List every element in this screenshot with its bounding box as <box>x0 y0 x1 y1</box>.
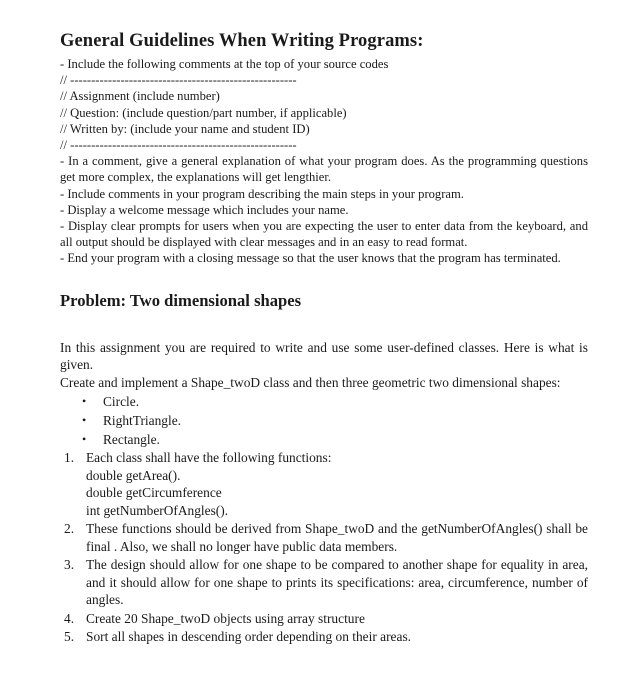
code-get-number-of-angles: int getNumberOfAngles(). <box>86 502 229 518</box>
comment-divider-bottom: // ------------------------------------------------------ <box>60 138 297 153</box>
requirement-text: These functions should be derived from Shape_twoD and the getNumberOfAngles() shall be final . Also, we shall no longer have public data members. <box>86 521 588 554</box>
comment-question: // Question: (include question/part number, if applicable) <box>60 105 347 120</box>
requirement-number: 5. <box>64 629 75 645</box>
problem-create-text: Create and implement a Shape_twoD class and then three geometric two dimensional shapes: <box>60 374 561 390</box>
requirement-number: 2. <box>64 521 75 537</box>
shape-label: Rectangle. <box>103 432 160 448</box>
requirement-2 <box>60 520 588 555</box>
shape-label: RightTriangle. <box>103 413 181 429</box>
shape-list <box>60 392 588 449</box>
requirement-number: 3. <box>64 557 75 573</box>
guideline-welcome: - Display a welcome message which includes your name. <box>60 202 349 217</box>
requirements-list <box>60 449 588 646</box>
requirement-text: The design should allow for one shape to be compared to another shape for equality in area, and it should allow for one shape to prints its specifications: area, circumference, number of angles. <box>86 557 588 608</box>
requirement-3 <box>60 556 588 609</box>
requirement-number: 4. <box>64 610 75 626</box>
shape-item-right-triangle <box>82 411 588 430</box>
bullet-icon: • <box>82 432 87 447</box>
problem-title: Problem: Two dimensional shapes <box>60 290 302 310</box>
code-get-circumference: double getCircumference <box>86 485 222 501</box>
guidelines-title: General Guidelines When Writing Programs: <box>60 31 424 51</box>
requirement-4 <box>60 610 588 628</box>
requirement-5 <box>60 628 588 646</box>
guideline-comments: - Include comments in your program describing the main steps in your program. <box>60 186 464 201</box>
requirement-text: Each class shall have the following functions: <box>86 450 332 466</box>
shape-label: Circle. <box>103 394 140 410</box>
bullet-icon: • <box>82 413 87 428</box>
guidelines-intro: - Include the following comments at the top of your source codes <box>60 57 389 71</box>
comment-divider-top: // ------------------------------------------------------ <box>60 73 297 88</box>
shape-item-circle <box>82 392 588 411</box>
code-get-area: double getArea(). <box>86 467 181 483</box>
requirement-number: 1. <box>64 450 75 466</box>
requirement-text: Sort all shapes in descending order depending on their areas. <box>86 629 411 645</box>
guideline-closing: - End your program with a closing message so that the user knows that the program has terminated. <box>60 251 561 266</box>
requirement-text: Create 20 Shape_twoD objects using array structure <box>86 610 365 626</box>
guideline-explanation: - In a comment, give a general explanation of what your program does. As the programming questions get more complex, the explanations will get lengthier. <box>60 154 588 185</box>
comment-written-by: // Written by: (include your name and student ID) <box>60 121 310 136</box>
document-page <box>60 30 588 647</box>
comment-assignment: // Assignment (include number) <box>60 89 220 104</box>
guideline-prompts: - Display clear prompts for users when you are expecting the user to enter data from the keyboard, and all output should be displayed with clear messages and in an easy to read format. <box>60 219 588 250</box>
problem-intro: In this assignment you are required to write and use some user-defined classes. Here is what is given. <box>60 339 588 373</box>
shape-item-rectangle <box>82 430 588 449</box>
requirement-1 <box>60 449 588 519</box>
bullet-icon: • <box>82 394 87 409</box>
